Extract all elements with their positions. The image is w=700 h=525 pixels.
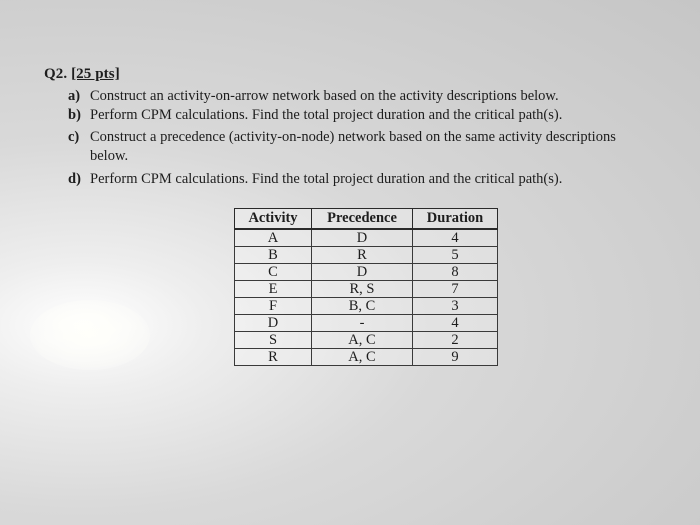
duration-cell: 4 — [413, 315, 498, 332]
duration-cell: 8 — [413, 264, 498, 281]
activity-cell: A — [235, 229, 312, 247]
table-row — [235, 281, 498, 298]
item-text: Perform CPM calculations. Find the total project duration and the critical path(s). — [90, 171, 563, 187]
item-text: Perform CPM calculations. Find the total project duration and the critical path(s). — [90, 107, 563, 123]
item-text: Construct an activity-on-arrow network based on the activity descriptions below. — [90, 88, 559, 104]
item-letter: c) — [68, 129, 80, 145]
duration-cell: 7 — [413, 281, 498, 298]
activity-cell: R — [235, 349, 312, 366]
item-letter: b) — [68, 107, 81, 123]
table-row — [235, 315, 498, 332]
table-row — [235, 298, 498, 315]
duration-cell: 9 — [413, 349, 498, 366]
precedence-cell: A, C — [312, 349, 413, 366]
precedence-cell: D — [312, 264, 413, 281]
item-letter: a) — [68, 88, 81, 104]
question-item-b — [68, 106, 688, 125]
table-row — [235, 264, 498, 281]
duration-cell: 5 — [413, 247, 498, 264]
precedence-cell: - — [312, 315, 413, 332]
question-number: Q2. — [44, 66, 68, 82]
precedence-cell: R — [312, 247, 413, 264]
duration-cell: 3 — [413, 298, 498, 315]
item-text: Construct a precedence (activity-on-node) network based on the same activity descriptions — [90, 129, 616, 145]
activity-cell: E — [235, 281, 312, 298]
activity-table — [234, 208, 498, 366]
activity-cell: S — [235, 332, 312, 349]
column-header-duration: Duration — [413, 209, 498, 230]
duration-cell: 2 — [413, 332, 498, 349]
activity-cell: C — [235, 264, 312, 281]
precedence-cell: B, C — [312, 298, 413, 315]
duration-cell: 4 — [413, 229, 498, 247]
precedence-cell: A, C — [312, 332, 413, 349]
table-row — [235, 332, 498, 349]
table-row — [235, 229, 498, 247]
question-header — [44, 66, 120, 83]
table-header-row — [235, 209, 498, 230]
activity-cell: F — [235, 298, 312, 315]
item-letter: d) — [68, 171, 81, 187]
precedence-cell: D — [312, 229, 413, 247]
item-text-continued: below. — [90, 148, 129, 164]
activity-cell: D — [235, 315, 312, 332]
table-row — [235, 349, 498, 366]
question-item-a — [68, 87, 688, 106]
activity-cell: B — [235, 247, 312, 264]
column-header-precedence: Precedence — [312, 209, 413, 230]
question-item-c — [68, 128, 688, 166]
table-row — [235, 247, 498, 264]
question-points: [25 pts] — [71, 66, 120, 82]
precedence-cell: R, S — [312, 281, 413, 298]
question-item-d — [68, 170, 688, 189]
column-header-activity: Activity — [235, 209, 312, 230]
